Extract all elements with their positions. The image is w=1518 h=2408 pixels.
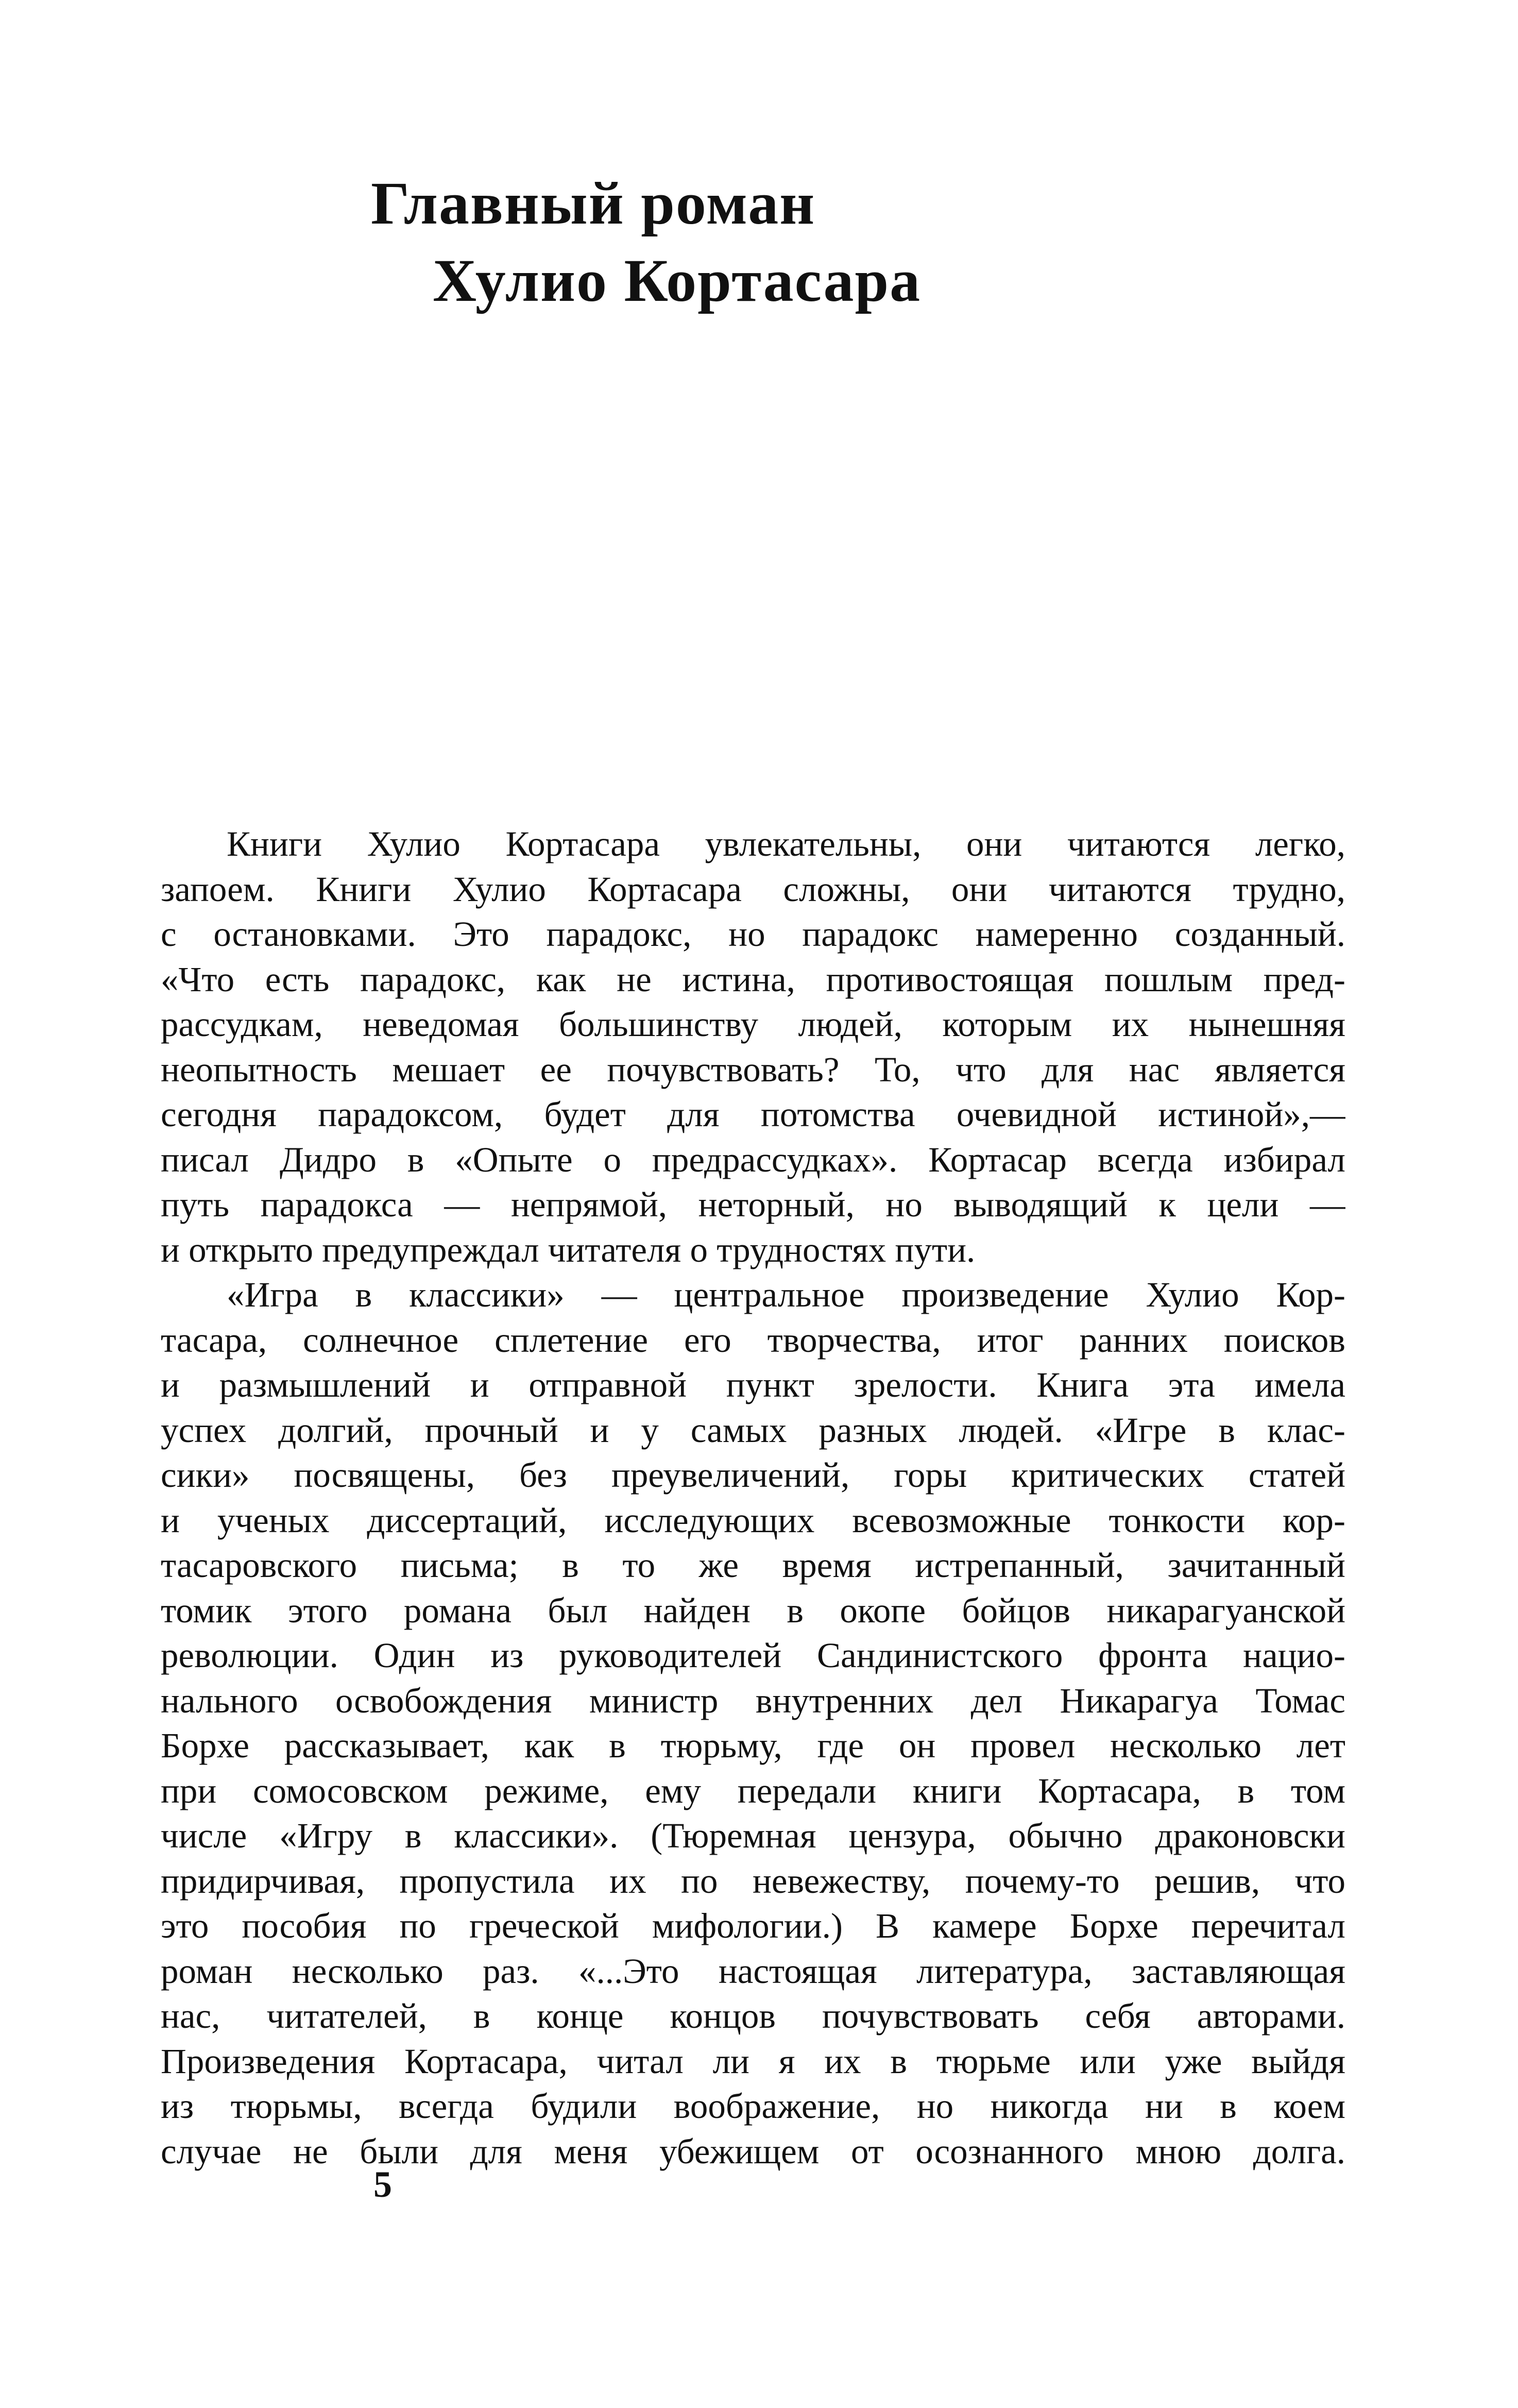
text-line: случае не были для меня убежищем от осознанного мною долга. [161,2131,1345,2171]
text-line: нального освобождения министр внутренних дел Никарагуа Томас [161,1681,1345,1720]
chapter-title-line-2: Хулио Кортасара [433,247,922,314]
text-line: из тюрьмы, всегда будили воображение, но никогда ни в коем [161,2087,1345,2126]
text-line: это пособия по греческой мифологии.) В камере Борхе перечитал [161,1906,1345,1945]
text-line: сики» посвящены, без преувеличений, горы критических статей [161,1455,1345,1495]
text-line: революции. Один из руководителей Сандинистского фронта нацио- [161,1636,1345,1675]
text-line: тасара, солнечное сплетение его творчества, итог ранних поисков [161,1320,1345,1360]
text-line: запоем. Книги Хулио Кортасара сложны, они читаются трудно, [161,869,1345,909]
chapter-title-line-1: Главный роман [371,169,816,237]
paragraph-1 [161,822,1345,1273]
text-line: и размышлений и отправной пункт зрелости. Книга эта имела [161,1365,1345,1404]
text-line: и ученых диссертаций, исследующих всевозможные тонкости кор- [161,1500,1345,1540]
text-line: с остановками. Это парадокс, но парадокс намеренно созданный. [161,914,1345,954]
body-text [161,822,1345,2174]
text-line: «Игра в классики» — центральное произведение Хулио Кор- [227,1275,1345,1314]
text-line: томик этого романа был найден в окопе бойцов никарагуанской [161,1590,1345,1630]
page-number: 5 [373,2164,392,2205]
chapter-title [371,165,1195,319]
text-line: неопытность мешает ее почувствовать? То, что для нас является [161,1049,1345,1089]
text-line: нас, читателей, в конце концов почувствовать себя авторами. [161,1996,1345,2036]
text-line: «Что есть парадокс, как не истина, противостоящая пошлым пред- [161,959,1345,999]
text-line: тасаровского письма; в то же время истрепанный, зачитанный [161,1546,1345,1585]
text-line: числе «Игру в классики». (Тюремная цензура, обычно драконовски [161,1816,1345,1855]
text-line: путь парадокса — непрямой, неторный, но выводящий к цели — [161,1185,1345,1224]
text-line: Произведения Кортасара, читал ли я их в тюрьме или уже выйдя [161,2041,1345,2081]
text-line: Борхе рассказывает, как в тюрьму, где он провел несколько лет [161,1726,1345,1765]
text-line: сегодня парадоксом, будет для потомства очевидной истиной»,— [161,1095,1345,1134]
text-line: рассудкам, неведомая большинству людей, которым их нынешняя [161,1005,1345,1044]
text-line: роман несколько раз. «...Это настоящая литература, заставляющая [161,1951,1345,1991]
text-line: придирчивая, пропустила их по невежеству, почему-то решив, что [161,1861,1345,1901]
text-line: и открыто предупреждал читателя о трудностях пути. [161,1230,976,1269]
text-line: писал Дидро в «Опыте о предрассудках». Кортасар всегда избирал [161,1140,1345,1179]
text-line: при сомосовском режиме, ему передали книги Кортасара, в том [161,1771,1345,1810]
paragraph-2 [161,1273,1345,2174]
text-line: Книги Хулио Кортасара увлекательны, они читаются легко, [227,824,1345,863]
text-line: успех долгий, прочный и у самых разных людей. «Игре в клас- [161,1410,1345,1450]
